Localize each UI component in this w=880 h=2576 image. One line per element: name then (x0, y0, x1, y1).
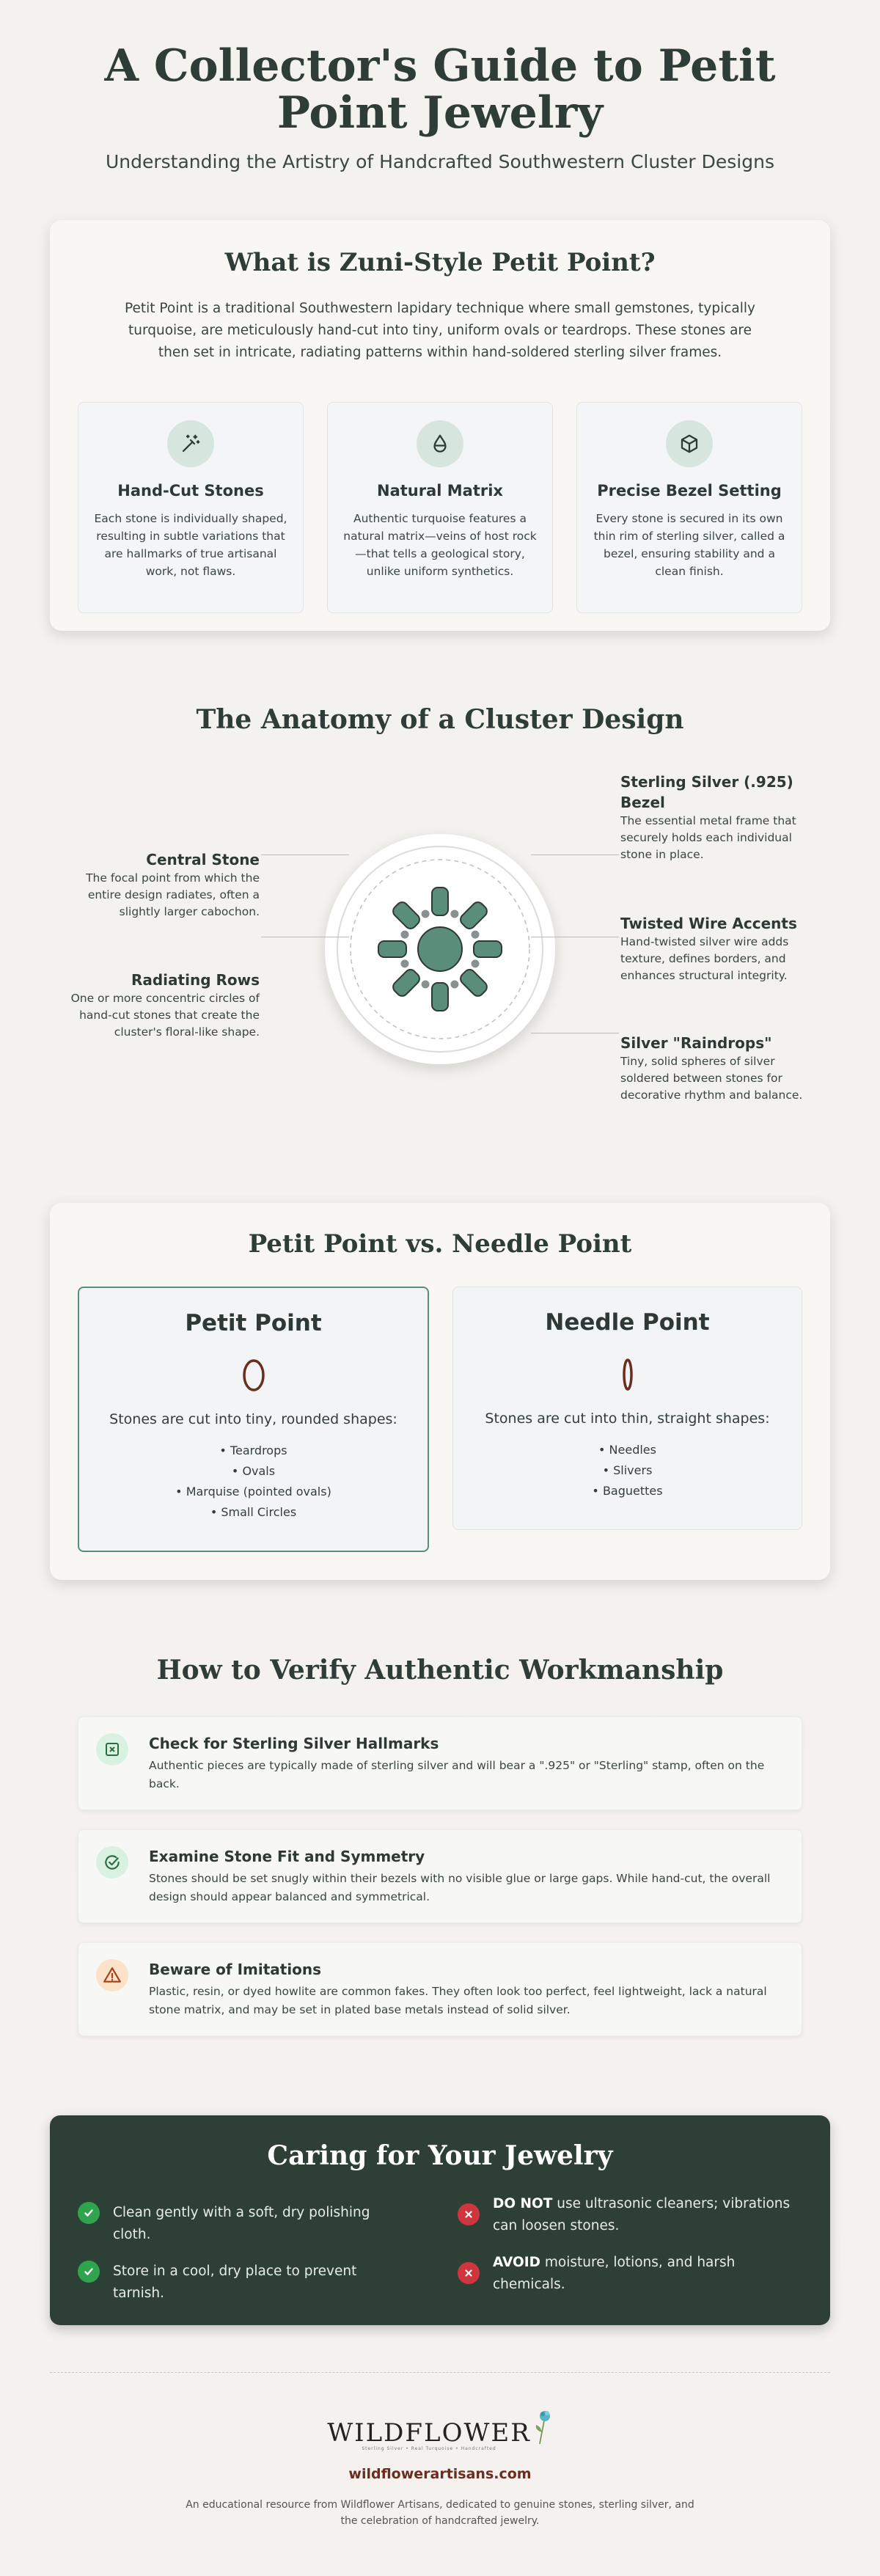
feature-title: Natural Matrix (377, 482, 503, 500)
water-drop-icon (417, 420, 463, 467)
petal-stone (391, 967, 422, 998)
silver-raindrop (422, 910, 430, 918)
care-text (493, 2252, 802, 2296)
silver-raindrop (450, 981, 458, 989)
column-desc: Stones are cut into thin, straight shapes: (485, 1410, 770, 1427)
list-item: • Marquise (pointed ovals) (79, 1482, 428, 1502)
needle-stone-icon (453, 1358, 802, 1391)
comparison-columns (50, 1287, 830, 1552)
intro-card (50, 220, 830, 631)
list-item: • Small Circles (79, 1502, 428, 1523)
petal-stone (378, 941, 406, 957)
verify-item-stone-fit (78, 1829, 802, 1923)
footer-note (0, 2497, 880, 2529)
label-text: The focal point from which the entire design radiates, often a slightly larger cabochon. (86, 871, 260, 918)
label-title: Radiating Rows (131, 971, 260, 989)
shape-list (79, 1441, 428, 1523)
warning-triangle-icon (96, 1959, 128, 1991)
feature-bezel-setting (576, 402, 802, 613)
care-dont-item (458, 2252, 802, 2296)
feature-title: Precise Bezel Setting (597, 482, 782, 500)
anatomy-heading: The Anatomy of a Cluster Design (196, 704, 684, 735)
silver-raindrop (422, 981, 430, 989)
label-central-stone (63, 849, 260, 921)
label-twisted-wire (620, 913, 808, 984)
care-rest: use ultrasonic cleaners; vibrations can loosen stones. (493, 2196, 791, 2233)
check-icon (78, 2202, 100, 2224)
footer-note-text: An educational resource from Wildflower Artisans, dedicated to genuine stones, sterling silver, and the celebration of handcrafted jewelry. (186, 2499, 694, 2527)
care-section (50, 2115, 830, 2325)
verify-title: Beware of Imitations (149, 1961, 322, 1978)
verify-item-hallmarks (78, 1716, 802, 1810)
silver-raindrop (450, 910, 458, 918)
label-text: One or more concentric circles of hand-cut stones that create the cluster's floral-like shape. (70, 992, 260, 1039)
feature-text: Each stone is individually shaped, resulting in subtle variations that are hallmarks of true artisanal work, not flaws. (94, 512, 287, 578)
label-title: Twisted Wire Accents (620, 915, 797, 932)
silver-raindrop (472, 931, 480, 939)
cluster-diagram (325, 834, 555, 1064)
petal-stone (458, 900, 489, 931)
label-text: Hand-twisted silver wire adds texture, defines borders, and enhances structural integrity. (620, 935, 789, 982)
care-dont-item (458, 2193, 802, 2237)
page-title: A Collector's Guide to Petit Point Jewelry (104, 40, 776, 139)
cross-icon (458, 2262, 480, 2284)
care-heading: Caring for Your Jewelry (267, 2140, 613, 2171)
page-subtitle: Understanding the Artistry of Handcrafted Southwestern Cluster Designs (105, 151, 774, 172)
care-text: Clean gently with a soft, dry polishing cloth. (113, 2205, 370, 2242)
magic-wand-icon (167, 420, 214, 467)
brand-logo (0, 2407, 880, 2451)
verify-text: Plastic, resin, or dyed howlite are common fakes. They often look too perfect, feel lightweight, lack a natural stone matrix, and may be set in plated base metals instead of solid silver. (149, 1985, 767, 2016)
care-rest: moisture, lotions, and harsh chemicals. (493, 2255, 736, 2292)
feature-text: Every stone is secured in its own thin rim of sterling silver, called a bezel, ensuring stability and a clean finish. (593, 512, 785, 578)
verify-text: Stones should be set snugly within their bezels with no visible glue or large gaps. While hand-cut, the overall design should appear balanced and symmetrical. (149, 1872, 771, 1903)
silver-raindrop (400, 959, 408, 967)
list-item: • Ovals (79, 1461, 428, 1482)
care-text (493, 2193, 802, 2237)
label-silver-raindrops (620, 1033, 808, 1104)
label-title: Central Stone (146, 851, 260, 868)
list-item: • Baguettes (453, 1481, 802, 1501)
petal-stone (432, 983, 448, 1011)
petal-stone (391, 900, 422, 931)
feature-natural-matrix (327, 402, 553, 613)
list-item: • Needles (453, 1440, 802, 1460)
footer-divider (50, 2372, 830, 2373)
column-title: Petit Point (185, 1310, 322, 1336)
needle-point-column (452, 1287, 802, 1530)
website-link[interactable]: wildflowerartisans.com (348, 2466, 532, 2482)
label-sterling-bezel (620, 772, 808, 863)
comparison-card (50, 1203, 830, 1580)
check-circle-icon (96, 1846, 128, 1878)
label-title: Silver "Raindrops" (620, 1034, 772, 1052)
intro-heading: What is Zuni-Style Petit Point? (224, 248, 656, 277)
petal-stone (458, 967, 489, 998)
label-text: The essential metal frame that securely holds each individual stone in place. (620, 814, 796, 861)
feature-title: Hand-Cut Stones (117, 482, 264, 500)
label-radiating-rows (63, 970, 260, 1041)
shape-list (453, 1440, 802, 1501)
feature-list (50, 402, 830, 613)
column-desc: Stones are cut into tiny, rounded shapes: (109, 1411, 397, 1427)
silver-raindrop (400, 931, 408, 939)
care-do-item (78, 2261, 400, 2305)
label-text: Tiny, solid spheres of silver soldered between stones for decorative rhythm and balance. (620, 1055, 803, 1102)
care-do-item (78, 2202, 400, 2246)
care-strong: DO NOT (493, 2196, 553, 2211)
column-title: Needle Point (545, 1309, 710, 1336)
verify-item-imitations (78, 1942, 802, 2036)
oval-stone-icon (79, 1358, 428, 1392)
cube-icon (666, 420, 713, 467)
verify-title: Examine Stone Fit and Symmetry (149, 1848, 425, 1865)
check-icon (78, 2261, 100, 2283)
list-item: • Slivers (453, 1460, 802, 1481)
petit-point-column (78, 1287, 429, 1552)
verify-heading: How to Verify Authentic Workmanship (156, 1655, 724, 1686)
intro-text: Petit Point is a traditional Southwestern lapidary technique where small gemstones, typically turquoise, are meticulously hand-cut into tiny, uniform ovals or teardrops. These stones are then set in intricate, radiating patterns within hand-soldered sterling silver frames. (125, 301, 755, 360)
list-item: • Teardrops (79, 1441, 428, 1461)
flower-icon (532, 2407, 553, 2445)
comparison-heading: Petit Point vs. Needle Point (248, 1229, 632, 1259)
care-text: Store in a cool, dry place to prevent tarnish. (113, 2264, 357, 2301)
logo-tagline: Sterling Silver • Real Turquoise • Handcrafted (362, 2446, 496, 2451)
petal-stone (474, 941, 502, 957)
care-strong: AVOID (493, 2255, 541, 2270)
silver-raindrop (472, 959, 480, 967)
feature-hand-cut (78, 402, 304, 613)
feature-text: Authentic turquoise features a natural matrix—veins of host rock—that tells a geological story, unlike uniform synthetics. (343, 512, 537, 578)
petal-stone (432, 888, 448, 915)
verify-text: Authentic pieces are typically made of sterling silver and will bear a ".925" or "Sterling" stamp, often on the back. (149, 1759, 765, 1790)
logo-text: WILDFLOWER (327, 2418, 531, 2448)
hallmark-stamp-icon (96, 1733, 128, 1765)
verify-title: Check for Sterling Silver Hallmarks (149, 1735, 439, 1752)
label-title: Sterling Silver (.925) Bezel (620, 773, 793, 811)
cross-icon (458, 2203, 480, 2225)
header (0, 0, 880, 172)
